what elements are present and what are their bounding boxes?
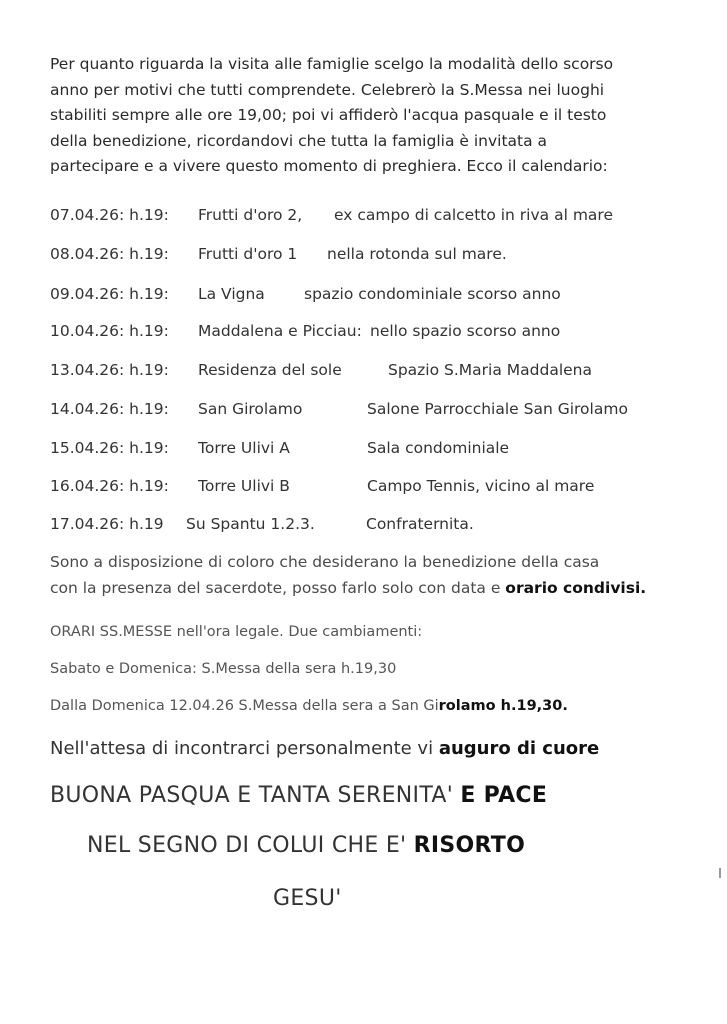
blessing-line [50, 576, 720, 600]
masses-change-text: Dalla Domenica 12.04.26 S.Messa della sera a San Gi [50, 698, 439, 714]
closing-wish-emphasis: auguro di cuore [438, 738, 600, 759]
masses-change [50, 695, 568, 717]
masses-weekend: Sabato e Domenica: S.Messa della sera h.19,30 [50, 661, 397, 677]
calendar-date: 09.04.26: h.19: [50, 285, 169, 303]
calendar-row [50, 358, 710, 382]
calendar-place: Torre Ulivi A [198, 439, 290, 457]
closing-greeting-text: BUONA PASQUA E TANTA SERENITA' [50, 783, 461, 808]
closing-greeting-emphasis: E PACE [460, 783, 548, 808]
calendar-location: Salone Parrocchiale San Girolamo [367, 400, 628, 418]
calendar-row [50, 282, 710, 306]
calendar-date: 13.04.26: h.19: [50, 361, 169, 379]
calendar-location: spazio condominiale scorso anno [304, 285, 561, 303]
closing-name: GESU' [273, 886, 342, 911]
calendar-date: 10.04.26: h.19: [50, 322, 169, 340]
calendar-row [50, 397, 710, 421]
intro-line: anno per motivi che tutti comprendete. Celebrerò la S.Messa nei luoghi [50, 80, 605, 99]
masses-heading: ORARI SS.MESSE nell'ora legale. Due cambiamenti: [50, 624, 423, 640]
calendar-row [50, 203, 710, 227]
intro-line: stabiliti sempre alle ore 19,00; poi vi affiderò l'acqua pasquale e il testo [50, 106, 607, 124]
closing-wish-text: Nell'attesa di incontrarci personalmente vi [50, 738, 439, 759]
scan-mark [719, 868, 721, 878]
closing-sign-emphasis: RISORTO [413, 833, 526, 858]
calendar-date: 15.04.26: h.19: [50, 439, 169, 457]
calendar-location: nella rotonda sul mare. [327, 245, 507, 263]
calendar-date: 08.04.26: h.19: [50, 245, 169, 263]
blessing-emphasis: orario condivisi. [505, 579, 647, 597]
intro-line: della benedizione, ricordandovi che tutta la famiglia è invitata a [50, 131, 548, 150]
closing-wish [50, 736, 599, 762]
closing-sign [87, 831, 525, 861]
calendar-date: 07.04.26: h.19: [50, 206, 169, 224]
calendar-date: 16.04.26: h.19: [50, 477, 169, 495]
calendar-row [50, 436, 710, 460]
calendar-place: Frutti d'oro 1 [198, 245, 298, 263]
blessing-text: con la presenza del sacerdote, posso farlo solo con data e [50, 579, 506, 597]
intro-line: partecipare e a vivere questo momento di preghiera. Ecco il calendario: [50, 157, 608, 175]
calendar-location: Confraternita. [366, 515, 474, 533]
calendar-row [50, 512, 710, 536]
calendar-date: 14.04.26: h.19: [50, 400, 169, 418]
calendar-place: La Vigna [198, 285, 265, 303]
intro-line: Per quanto riguarda la visita alle famiglie scelgo la modalità dello scorso [50, 55, 614, 73]
calendar-date: 17.04.26: h.19 [50, 515, 164, 533]
blessing-line: Sono a disposizione di coloro che desiderano la benedizione della casa [50, 553, 600, 571]
calendar-row [50, 242, 710, 266]
calendar-row [50, 319, 710, 343]
calendar-row [50, 474, 710, 498]
calendar-place: Torre Ulivi B [198, 477, 290, 495]
calendar-location: nello spazio scorso anno [370, 322, 561, 340]
closing-sign-text: NEL SEGNO DI COLUI CHE E' [87, 833, 414, 858]
closing-greeting [50, 781, 547, 811]
calendar-place: Su Spantu 1.2.3. [186, 515, 315, 533]
calendar-place: San Girolamo [198, 400, 303, 418]
calendar-location: ex campo di calcetto in riva al mare [334, 206, 613, 224]
calendar-location: Campo Tennis, vicino al mare [367, 477, 595, 495]
calendar-place: Maddalena e Picciau: [198, 322, 362, 340]
calendar-place: Frutti d'oro 2, [198, 206, 303, 224]
intro-paragraph [50, 52, 690, 180]
calendar-place: Residenza del sole [198, 361, 342, 379]
masses-change-emphasis: rolamo h.19,30. [438, 698, 568, 714]
calendar-location: Sala condominiale [367, 439, 510, 457]
calendar-location: Spazio S.Maria Maddalena [388, 361, 592, 379]
